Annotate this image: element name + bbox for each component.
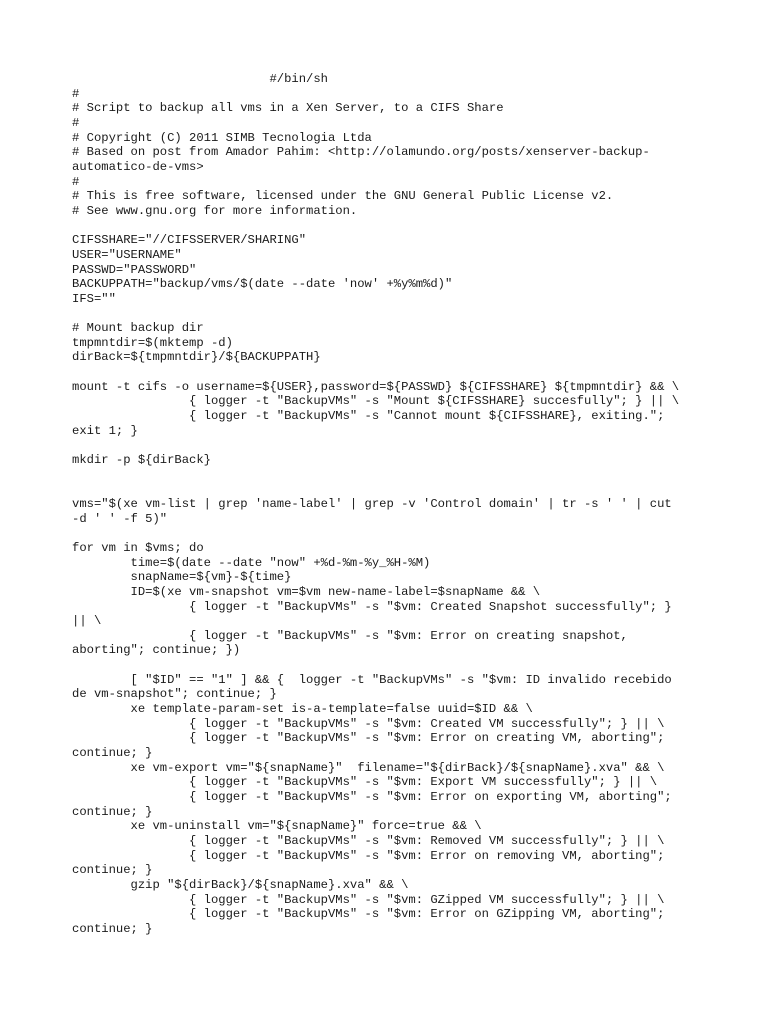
code-line: # See www.gnu.org for more information. bbox=[72, 203, 358, 218]
code-line: # bbox=[72, 86, 80, 101]
code-line: # Copyright (C) 2011 SIMB Tecnologia Ltda bbox=[72, 130, 372, 145]
code-line bbox=[72, 482, 732, 497]
code-line: mkdir -p ${dirBack} bbox=[72, 453, 211, 467]
code-line: { logger -t "BackupVMs" -s "$vm: Created VM successfully"; } || \ bbox=[72, 716, 665, 731]
code-line: continue; } bbox=[72, 804, 153, 819]
code-line: CIFSSHARE="//CIFSSERVER/SHARING" bbox=[72, 233, 307, 248]
code-line bbox=[72, 526, 732, 541]
code-line: xe vm-uninstall vm="${snapName}" force=true && \ bbox=[72, 819, 482, 834]
code-line: # Mount backup dir bbox=[72, 321, 204, 336]
code-line bbox=[72, 658, 732, 673]
code-line: { logger -t "BackupVMs" -s "Mount ${CIFSSHARE} succesfully"; } || \ bbox=[72, 394, 680, 409]
code-line: { logger -t "BackupVMs" -s "$vm: Removed VM successfully"; } || \ bbox=[72, 834, 665, 848]
script-code-block bbox=[72, 72, 732, 937]
code-line: tmpmntdir=$(mktemp -d) bbox=[72, 335, 233, 350]
code-line: { logger -t "BackupVMs" -s "$vm: Error on exporting VM, aborting"; bbox=[72, 790, 672, 805]
code-line bbox=[72, 438, 732, 453]
code-line: IFS="" bbox=[72, 291, 116, 306]
code-line: continue; } bbox=[72, 746, 153, 761]
code-line: PASSWD="PASSWORD" bbox=[72, 262, 197, 277]
code-line bbox=[72, 468, 732, 483]
code-line bbox=[72, 365, 732, 380]
code-line: exit 1; } bbox=[72, 423, 138, 438]
code-line: snapName=${vm}-${time} bbox=[72, 570, 292, 585]
code-line: time=$(date --date "now" +%d-%m-%y_%H-%M) bbox=[72, 555, 431, 570]
code-line: || \ bbox=[72, 614, 102, 629]
code-line: xe vm-export vm="${snapName}" filename="${dirBack}/${snapName}.xva" && \ bbox=[72, 760, 665, 775]
code-line: # Based on post from Amador Pahim: <http://olamundo.org/posts/xenserver-backup- bbox=[72, 145, 650, 160]
code-line: de vm-snapshot"; continue; } bbox=[72, 687, 277, 702]
code-line bbox=[72, 219, 732, 234]
code-line: vms="$(xe vm-list | grep 'name-label' | grep -v 'Control domain' | tr -s ' ' | cut bbox=[72, 496, 672, 511]
code-line: dirBack=${tmpmntdir}/${BACKUPPATH} bbox=[72, 350, 321, 365]
code-line bbox=[72, 306, 732, 321]
code-line: -d ' ' -f 5)" bbox=[72, 511, 168, 526]
code-line: USER="USERNAME" bbox=[72, 247, 182, 262]
code-line: for vm in $vms; do bbox=[72, 540, 204, 555]
code-line: { logger -t "BackupVMs" -s "$vm: Created Snapshot successfully"; } bbox=[72, 599, 672, 614]
code-line: gzip "${dirBack}/${snapName}.xva" && \ bbox=[72, 877, 409, 892]
code-line: [ "$ID" == "1" ] && { logger -t "BackupVMs" -s "$vm: ID invalido recebido bbox=[72, 672, 672, 687]
code-line: # This is free software, licensed under the GNU General Public License v2. bbox=[72, 189, 614, 204]
code-line: xe template-param-set is-a-template=false uuid=$ID && \ bbox=[72, 702, 533, 717]
code-line: continue; } bbox=[72, 863, 153, 878]
code-line: { logger -t "BackupVMs" -s "$vm: Error on creating snapshot, bbox=[72, 628, 628, 643]
code-line: { logger -t "BackupVMs" -s "$vm: Error on GZipping VM, aborting"; bbox=[72, 907, 665, 922]
code-line: { logger -t "BackupVMs" -s "$vm: Error on removing VM, aborting"; bbox=[72, 848, 665, 863]
code-line: continue; } bbox=[72, 921, 153, 936]
code-line: # Script to backup all vms in a Xen Server, to a CIFS Share bbox=[72, 101, 504, 116]
code-line: mount -t cifs -o username=${USER},password=${PASSWD} ${CIFSSHARE} ${tmpmntdir} && \ bbox=[72, 379, 680, 394]
code-line: { logger -t "BackupVMs" -s "Cannot mount ${CIFSSHARE}, exiting."; bbox=[72, 409, 665, 424]
code-line: # bbox=[72, 115, 80, 130]
code-line: ID=$(xe vm-snapshot vm=$vm new-name-label=$snapName && \ bbox=[72, 584, 541, 599]
code-line: { logger -t "BackupVMs" -s "$vm: Error on creating VM, aborting"; bbox=[72, 731, 665, 746]
code-line: automatico-de-vms> bbox=[72, 159, 204, 174]
code-line: #/bin/sh bbox=[72, 72, 328, 86]
code-line: aborting"; continue; }) bbox=[72, 643, 241, 658]
code-line: { logger -t "BackupVMs" -s "$vm: Export VM successfully"; } || \ bbox=[72, 775, 658, 790]
code-line: BACKUPPATH="backup/vms/$(date --date 'now' +%y%m%d)" bbox=[72, 277, 453, 292]
code-line: # bbox=[72, 174, 80, 189]
code-line: { logger -t "BackupVMs" -s "$vm: GZipped VM successfully"; } || \ bbox=[72, 892, 665, 907]
